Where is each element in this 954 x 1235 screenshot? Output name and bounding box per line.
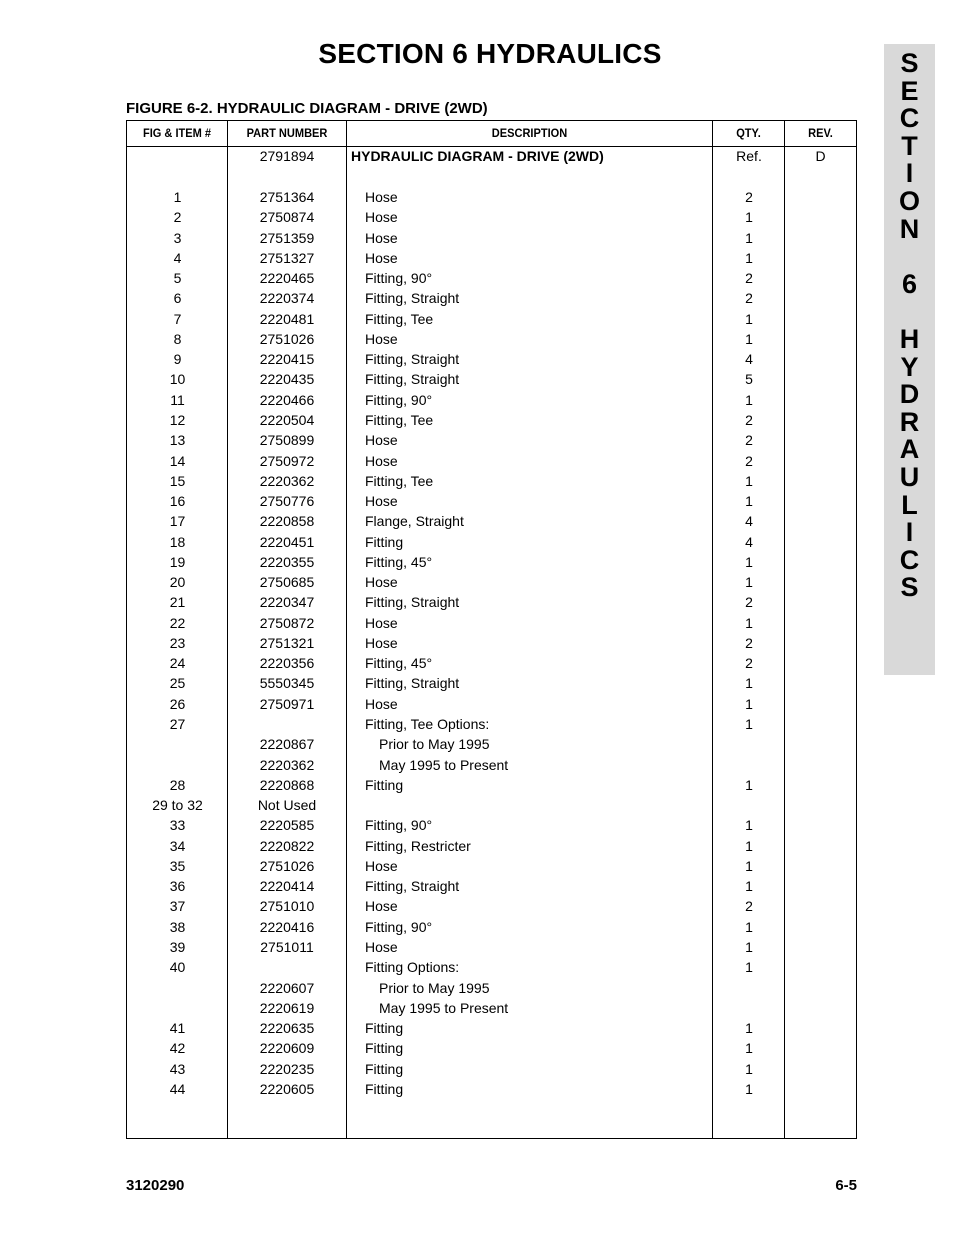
side-tab-char: C — [899, 544, 920, 575]
part-number: 2751010 — [259, 898, 315, 915]
item-number: 41 — [169, 1020, 186, 1037]
item-number: 42 — [169, 1040, 186, 1057]
table-row — [127, 451, 856, 471]
quantity: 2 — [745, 290, 753, 307]
part-number: 2750685 — [259, 574, 315, 591]
description: Fitting, Straight — [365, 594, 460, 611]
description: Fitting — [365, 533, 404, 550]
item-number: 36 — [169, 878, 186, 895]
part-number: 2751321 — [259, 634, 315, 651]
description: Fitting, Straight — [365, 878, 460, 895]
part-number: 2751359 — [259, 229, 315, 246]
description: Fitting, 90° — [365, 391, 433, 408]
part-number: 2220858 — [259, 513, 315, 530]
quantity: 1 — [745, 391, 753, 408]
figure-title: FIGURE 6-2. HYDRAULIC DIAGRAM - DRIVE (2WD) — [126, 100, 488, 117]
quantity: 1 — [745, 249, 753, 266]
part-number: 2220822 — [259, 837, 315, 854]
item-number: 39 — [169, 938, 186, 955]
description: Fitting, Straight — [365, 290, 460, 307]
side-tab-char — [884, 298, 935, 326]
item-number: 17 — [169, 513, 186, 530]
quantity: 4 — [745, 533, 753, 550]
part-number: Not Used — [257, 797, 317, 814]
quantity: 1 — [745, 330, 753, 347]
table-row — [127, 532, 856, 552]
part-number: 2220356 — [259, 655, 315, 672]
description: Fitting, 45° — [365, 655, 433, 672]
quantity: 1 — [745, 1080, 753, 1097]
quantity: 2 — [745, 655, 753, 672]
description: Fitting, 45° — [365, 553, 433, 570]
side-tab-char: Y — [900, 351, 919, 382]
part-number: 2751364 — [259, 189, 315, 205]
part-number: 2220619 — [259, 999, 315, 1016]
quantity: 2 — [745, 452, 753, 469]
quantity: 1 — [745, 574, 753, 591]
part-number: 5550345 — [259, 675, 315, 692]
item-number: 8 — [173, 330, 182, 347]
table-row — [127, 146, 856, 166]
part-number: 2220585 — [259, 817, 315, 834]
description: Fitting — [365, 1040, 404, 1057]
description: Fitting Options: — [365, 959, 460, 976]
table-row — [127, 1038, 856, 1058]
side-tab-char: 6 — [901, 268, 918, 299]
quantity: 1 — [745, 229, 753, 246]
description: Fitting, Tee Options: — [365, 716, 490, 733]
header-description: DESCRIPTION — [491, 126, 568, 140]
quantity: 1 — [745, 716, 753, 733]
item-number: 27 — [169, 716, 186, 733]
item-number: 25 — [169, 675, 186, 692]
side-tab-char: H — [899, 323, 920, 354]
part-number: 2750971 — [259, 695, 315, 712]
side-tab-char — [884, 243, 935, 271]
part-number: 2220235 — [259, 1060, 315, 1077]
quantity: 1 — [745, 938, 753, 955]
item-number: 22 — [169, 614, 186, 631]
part-number: 2750874 — [259, 209, 315, 226]
quantity: 2 — [745, 594, 753, 611]
item-number: 19 — [169, 553, 186, 570]
table-row — [127, 390, 856, 410]
table-row — [127, 653, 856, 673]
quantity: 1 — [745, 817, 753, 834]
side-tab-char: A — [899, 434, 920, 465]
quantity: 2 — [745, 432, 753, 449]
part-number: 2220347 — [259, 594, 315, 611]
part-number: 2220504 — [259, 411, 315, 428]
table-row — [127, 430, 856, 450]
description: Hose — [365, 493, 398, 510]
quantity: 1 — [745, 675, 753, 692]
table-row — [127, 592, 856, 612]
description: Fitting, Straight — [365, 371, 460, 388]
side-tab-char: U — [899, 461, 920, 492]
description: Fitting, Tee — [365, 310, 434, 327]
quantity: 1 — [745, 209, 753, 226]
quantity: 1 — [745, 472, 753, 489]
table-row — [127, 755, 856, 775]
table-row — [127, 228, 856, 248]
quantity: 4 — [745, 351, 753, 368]
table-row — [127, 714, 856, 734]
quantity: 1 — [745, 493, 753, 510]
table-row — [127, 288, 856, 308]
table-row — [127, 856, 856, 876]
quantity: Ref. — [736, 148, 762, 164]
description: Fitting, Restricter — [365, 837, 471, 854]
quantity: 2 — [745, 411, 753, 428]
item-number: 23 — [169, 634, 186, 651]
item-number: 40 — [169, 959, 186, 976]
item-number: 20 — [169, 574, 186, 591]
description: Fitting, Straight — [365, 351, 460, 368]
item-number: 43 — [169, 1060, 186, 1077]
part-number: 2220451 — [259, 533, 315, 550]
item-number: 35 — [169, 857, 186, 874]
description: Fitting, 90° — [365, 918, 433, 935]
part-number: 2220362 — [259, 756, 315, 773]
table-row — [127, 1018, 856, 1038]
table-row — [127, 917, 856, 937]
side-tab-char: O — [898, 185, 920, 216]
item-number: 13 — [169, 432, 186, 449]
description: Hose — [365, 209, 398, 226]
side-tab-char: L — [901, 489, 918, 520]
part-number: 2220355 — [259, 553, 315, 570]
table-row — [127, 795, 856, 815]
part-number: 2220635 — [259, 1020, 315, 1037]
description: Fitting, Straight — [365, 675, 460, 692]
quantity: 1 — [745, 1040, 753, 1057]
quantity: 1 — [745, 837, 753, 854]
description: Hose — [365, 249, 398, 266]
item-number: 21 — [169, 594, 186, 611]
part-number: 2220415 — [259, 351, 315, 368]
quantity: 4 — [745, 513, 753, 530]
quantity: 1 — [745, 878, 753, 895]
quantity: 1 — [745, 857, 753, 874]
revision: D — [815, 148, 826, 164]
side-tab-char: I — [905, 517, 914, 548]
item-number: 14 — [169, 452, 186, 469]
parts-table — [126, 120, 857, 1139]
table-row — [127, 978, 856, 998]
item-number: 12 — [169, 411, 186, 428]
table-row — [127, 309, 856, 329]
side-tab-char: N — [899, 213, 920, 244]
table-row — [127, 815, 856, 835]
description: Hose — [365, 614, 398, 631]
header-qty: QTY. — [736, 126, 761, 140]
quantity: 1 — [745, 1020, 753, 1037]
description: Fitting, Tee — [365, 411, 434, 428]
header-rev: REV. — [808, 126, 833, 140]
part-number: 2220416 — [259, 918, 315, 935]
description: Fitting, 90° — [365, 270, 433, 287]
table-row — [127, 511, 856, 531]
part-number: 2791894 — [259, 148, 315, 164]
table-row — [127, 207, 856, 227]
quantity: 1 — [745, 776, 753, 793]
quantity: 1 — [745, 614, 753, 631]
description: Hose — [365, 898, 398, 915]
side-tab-char: I — [905, 158, 914, 189]
header-item: FIG & ITEM # — [142, 126, 212, 140]
table-row — [127, 613, 856, 633]
item-number: 16 — [169, 493, 186, 510]
side-tab-char: T — [901, 130, 918, 161]
part-number: 2220374 — [259, 290, 315, 307]
quantity: 5 — [745, 371, 753, 388]
description: May 1995 to Present — [379, 999, 509, 1016]
description: Fitting, 90° — [365, 817, 433, 834]
description: Hose — [365, 574, 398, 591]
description: Hose — [365, 452, 398, 469]
table-row — [127, 248, 856, 268]
table-row — [127, 673, 856, 693]
item-number: 11 — [170, 391, 185, 408]
table-row — [127, 410, 856, 430]
item-number: 5 — [173, 270, 182, 287]
table-row — [127, 329, 856, 349]
table-row — [127, 187, 856, 207]
description: Hose — [365, 695, 398, 712]
item-number: 44 — [169, 1080, 186, 1097]
description: Hose — [365, 189, 398, 205]
part-number: 2751011 — [260, 938, 314, 955]
description: Fitting — [365, 1080, 404, 1097]
quantity: 1 — [745, 310, 753, 327]
part-number: 2220435 — [259, 371, 315, 388]
item-number: 10 — [169, 371, 186, 388]
table-row — [127, 957, 856, 977]
part-number: 2220362 — [259, 472, 315, 489]
quantity: 2 — [745, 189, 753, 205]
part-number: 2750899 — [259, 432, 315, 449]
item-number: 28 — [169, 776, 186, 793]
table-row — [127, 491, 856, 511]
part-number: 2220609 — [259, 1040, 315, 1057]
table-row — [127, 876, 856, 896]
table-row — [127, 836, 856, 856]
description: Fitting — [365, 1060, 404, 1077]
description: Hose — [365, 330, 398, 347]
table-row — [127, 1059, 856, 1079]
part-number: 2750776 — [259, 493, 315, 510]
item-number: 33 — [169, 817, 186, 834]
item-number: 37 — [169, 898, 186, 915]
table-row — [127, 998, 856, 1018]
table-row — [127, 369, 856, 389]
quantity: 1 — [745, 918, 753, 935]
quantity: 1 — [745, 959, 753, 976]
table-row — [127, 471, 856, 491]
item-number: 4 — [173, 249, 182, 266]
table-row — [127, 552, 856, 572]
part-number: 2220465 — [259, 270, 315, 287]
description: Hose — [365, 432, 398, 449]
part-number: 2750872 — [259, 614, 315, 631]
table-row — [127, 349, 856, 369]
part-number: 2751026 — [259, 857, 315, 874]
part-number: 2220481 — [259, 310, 315, 327]
table-row — [127, 268, 856, 288]
item-number: 24 — [169, 655, 186, 672]
table-row — [127, 1079, 856, 1099]
part-number: 2220414 — [259, 878, 315, 895]
item-number: 15 — [169, 472, 186, 489]
item-number: 29 to 32 — [152, 797, 203, 814]
quantity: 1 — [745, 695, 753, 712]
part-number: 2220868 — [259, 776, 315, 793]
description: Fitting — [365, 1020, 404, 1037]
side-tab-char: S — [900, 572, 919, 603]
description: Fitting, Tee — [365, 472, 434, 489]
part-number: 2220605 — [259, 1080, 315, 1097]
quantity: 2 — [745, 898, 753, 915]
page-number: 6-5 — [835, 1177, 857, 1194]
description: HYDRAULIC DIAGRAM - DRIVE (2WD) — [351, 148, 604, 164]
quantity: 2 — [745, 634, 753, 651]
section-side-tab — [884, 44, 935, 675]
item-number: 34 — [169, 837, 186, 854]
item-number: 6 — [173, 290, 182, 307]
table-row — [127, 775, 856, 795]
page-title: SECTION 6 HYDRAULICS — [318, 38, 662, 69]
table-row — [127, 572, 856, 592]
description: May 1995 to Present — [379, 756, 509, 773]
description: Prior to May 1995 — [379, 979, 490, 996]
table-row — [127, 633, 856, 653]
table-row — [127, 937, 856, 957]
description: Hose — [365, 938, 398, 955]
description: Flange, Straight — [365, 513, 464, 530]
item-number: 7 — [173, 310, 182, 327]
part-number: 2751026 — [259, 330, 315, 347]
description: Hose — [365, 634, 398, 651]
table-row — [127, 734, 856, 754]
side-tab-letters — [884, 50, 935, 602]
table-row — [127, 896, 856, 916]
quantity: 1 — [745, 1060, 753, 1077]
part-number: 2220466 — [259, 391, 315, 408]
side-tab-char: R — [899, 406, 920, 437]
part-number: 2751327 — [259, 249, 315, 266]
side-tab-char: E — [900, 75, 919, 106]
item-number: 1 — [173, 189, 182, 205]
quantity: 2 — [745, 270, 753, 287]
item-number: 38 — [169, 918, 186, 935]
quantity: 1 — [745, 553, 753, 570]
table-row — [127, 694, 856, 714]
part-number: 2220867 — [259, 736, 315, 753]
item-number: 2 — [173, 209, 182, 226]
description: Hose — [365, 857, 398, 874]
side-tab-char: S — [900, 48, 919, 78]
item-number: 18 — [169, 533, 186, 550]
part-number: 2220607 — [259, 979, 315, 996]
header-part-number: PART NUMBER — [246, 126, 328, 140]
description: Hose — [365, 229, 398, 246]
item-number: 26 — [169, 695, 186, 712]
part-number: 2750972 — [259, 452, 315, 469]
side-tab-char: D — [899, 379, 920, 410]
side-tab-char: C — [899, 103, 920, 134]
item-number: 9 — [173, 351, 182, 368]
description: Prior to May 1995 — [379, 736, 490, 753]
description: Fitting — [365, 776, 404, 793]
item-number: 3 — [173, 229, 182, 246]
document-number: 3120290 — [126, 1177, 185, 1194]
